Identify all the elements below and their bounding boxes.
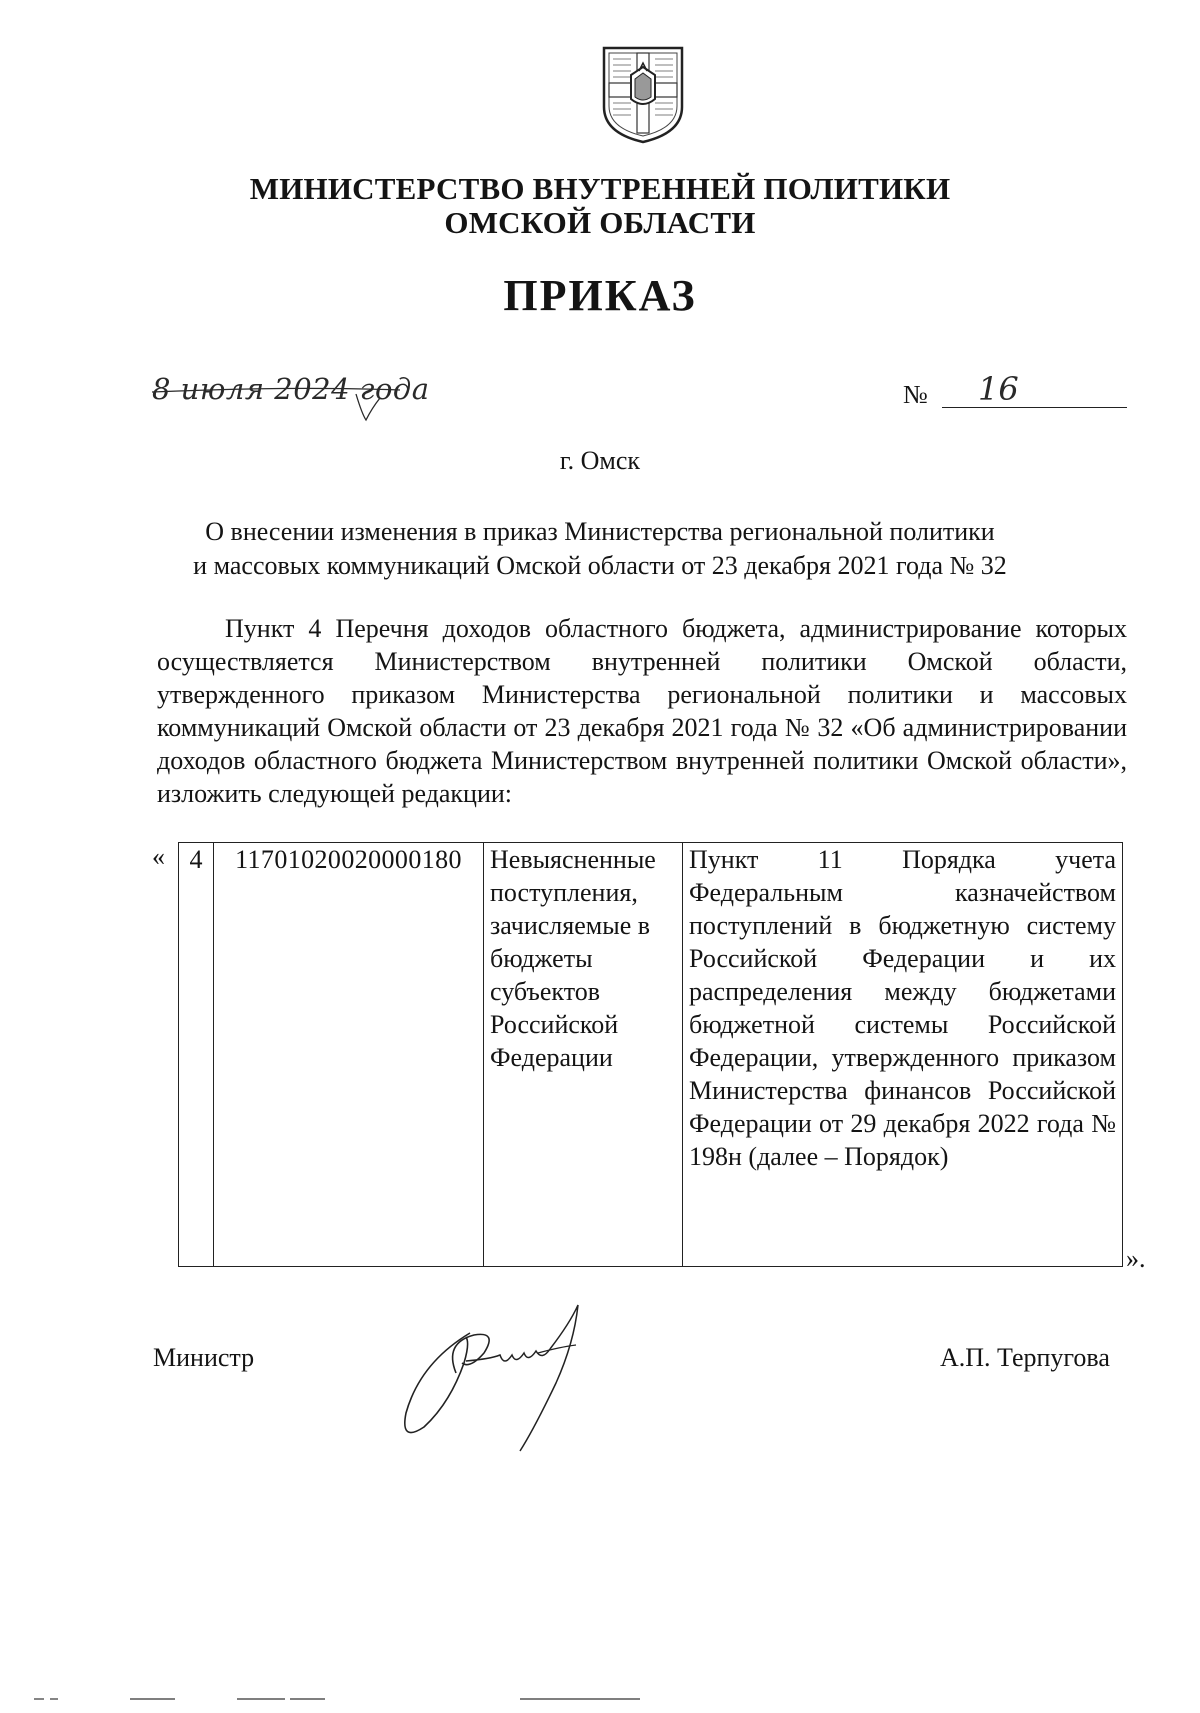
revenue-name-cell: Невыясненные поступления, зачисляемые в бюджеты субъектов Российской Федерации xyxy=(484,843,683,1267)
handwritten-signature xyxy=(400,1303,640,1463)
table-close-quote: ». xyxy=(1126,1244,1146,1273)
table-row xyxy=(179,843,1123,1267)
city: г. Омск xyxy=(559,446,641,475)
ministry-name-line1: МИНИСТЕРСТВО ВНУТРЕННЕЙ ПОЛИТИКИ xyxy=(249,171,951,206)
subject-line1: О внесении изменения в приказ Министерства региональной политики xyxy=(205,517,995,546)
signer-name: А.П. Терпугова xyxy=(940,1343,1110,1372)
number-label: № xyxy=(903,380,928,409)
table-open-quote: « xyxy=(152,842,165,871)
handwritten-number: 16 xyxy=(978,370,1019,408)
scan-edge-dashes xyxy=(0,1695,1200,1703)
handwritten-date: 8 июля 2024 года xyxy=(152,372,430,406)
subject-line2: и массовых коммуникаций Омской области от 23 декабря 2021 года № 32 xyxy=(193,551,1007,580)
coat-of-arms-emblem xyxy=(601,45,685,145)
body-paragraph: Пункт 4 Перечня доходов областного бюджета, администрирование которых осуществляется Министерством внутренней политики Омской области, утвержденного приказом Министерства региональной политики и массовых коммуникаций Омской области от 23 декабря 2021 года № 32 «Об администрировании доходов областного бюджета Министерством внутренней политики Омской области», изложить следующей редакции: xyxy=(157,614,1127,808)
legal-basis-cell: Пункт 11 Порядка учета Федеральным казначейством поступлений в бюджетную систему Российской Федерации и их распределения между бюджетами бюджетной системы Российской Федерации, утвержденного приказом Министерства финансов Российской Федерации от 29 декабря 2022 года № 198н (далее – Порядок) xyxy=(683,843,1123,1267)
signer-title: Министр xyxy=(153,1343,255,1372)
revenue-table xyxy=(178,842,1123,1267)
number-underline xyxy=(942,407,1127,408)
date-underline-stroke xyxy=(150,378,440,438)
ministry-name-line2: ОМСКОЙ ОБЛАСТИ xyxy=(444,205,756,240)
row-number-cell: 4 xyxy=(179,843,214,1267)
budget-code-cell: 11701020020000180 xyxy=(214,843,484,1267)
document-type-title: ПРИКАЗ xyxy=(503,271,697,320)
